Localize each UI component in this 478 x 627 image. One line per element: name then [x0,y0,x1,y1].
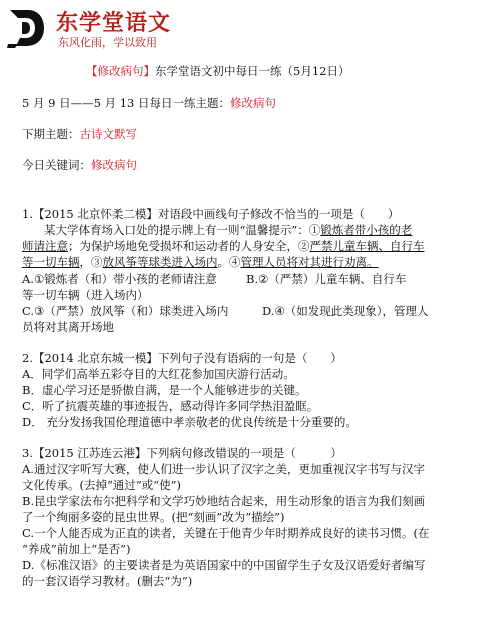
q1-underlined: 师请注意 [22,239,68,253]
q3-option-b: B.昆虫学家法布尔把科学和文学巧妙地结合起来，用生动形象的语言为我们刻画 [22,494,426,508]
ink-brush-logo-icon [6,8,46,48]
q3-option-d: D.《标准汉语》的主要读者是为英语国家中的中国留学生子女及汉语爱好者编写 [22,558,426,572]
q1-option-b-cont: 等一切车辆（进入场内） [22,288,149,302]
logo-slogan: 东风化雨，学以致用 [58,36,157,49]
q1-option-a: A.①锻炼者（和）带小孩的老师请注意 [22,272,217,286]
q2-lead: 2.【2014 北京东城一模】下列句子没有语病的一句是（ ） [22,351,342,365]
keyword-line [22,158,137,173]
q3-option-a-cont: 文化传承。(去掉“通过”或“使”) [22,478,181,492]
q1-option-d: D.④（如发现此类现象），管理人 [262,304,429,318]
doc-title-text: 东学堂语文初中每日一练（5月12日） [155,64,350,78]
q1-underlined: 严禁儿童车辆、自行车 [309,239,425,253]
q1-para-line2 [22,239,425,254]
next-theme [22,127,137,142]
q3-option-c: C.一个人能否成为正直的读者，关键在于他青少年时期养成良好的读书习惯。(在 [22,526,430,540]
logo [6,6,202,48]
q1-lead: 1.【2015 北京怀柔二模】对语段中画线句子修改不恰当的一项是（ ） [22,207,400,221]
q1-underlined: 等一切车辆 [22,255,80,269]
q3-option-d-cont: 的一套汉语学习教材。(删去“为”) [22,574,193,588]
q2-option-c: C．听了抗震英雄的事迹报告，感动得许多同学热泪盈眶。 [22,399,319,413]
q1-text: ，③ [79,255,103,269]
q2-option-a: A．同学们高举五彩夺目的大红花参加国庆游行活动。 [22,367,295,381]
q1-text: 。④ [217,255,241,269]
q1-option-c: C.③（严禁）放风筝（和）球类进入场内 [22,304,229,318]
q1-text: ；为保护场地免受损坏和运动者的人身安全，② [68,239,310,253]
q3-lead: 3.【2015 江苏连云港】下列病句修改错误的一项是（ ） [22,446,342,460]
q1-underlined: 放风筝等球类进入场内 [102,255,218,269]
week-theme [22,96,276,111]
doc-title [86,64,349,79]
q1-para-line1 [44,223,412,238]
q3-option-a: A.通过汉字听写大赛，使人们进一步认识了汉字之美，更加重视汉字书写与汉字 [22,462,425,476]
q3-option-c-cont: “养成”前加上“是否”) [22,542,131,556]
doc-tag: 【修改病句】 [86,64,155,78]
q1-option-d-cont: 员将对其离开场地 [22,320,114,334]
q1-underlined: 管理人员将对其进行劝离。 [240,255,379,269]
week-theme-label: 5 月 9 日——5 月 13 日每日一练主题： [22,96,231,110]
week-theme-value: 修改病句 [230,96,277,110]
next-theme-label: 下期主题： [22,127,80,141]
next-theme-value: 古诗文默写 [79,127,137,141]
q1-underlined: 锻炼者带小孩的老 [320,223,413,237]
q2-option-b: B．虚心学习还是骄傲自满，是一个人能够进步的关键。 [22,383,307,397]
q1-text: 某大学体育场入口处的提示牌上有一则“温馨提示”：① [44,223,321,237]
q2-option-d: D． 充分发扬我国伦理道德中孝亲敬老的优良传统是十分重要的。 [22,415,357,429]
q3-option-b-cont: 了一个绚丽多姿的昆虫世界。(把“刻画”改为“描绘”) [22,510,285,524]
logo-title: 东学堂语文 [56,11,172,36]
q1-option-b: B.②（严禁）儿童车辆、自行车 [246,272,407,286]
keyword-value: 修改病句 [91,158,137,172]
keyword-label: 今日关键词： [22,158,91,172]
q1-para-line3 [22,255,379,270]
